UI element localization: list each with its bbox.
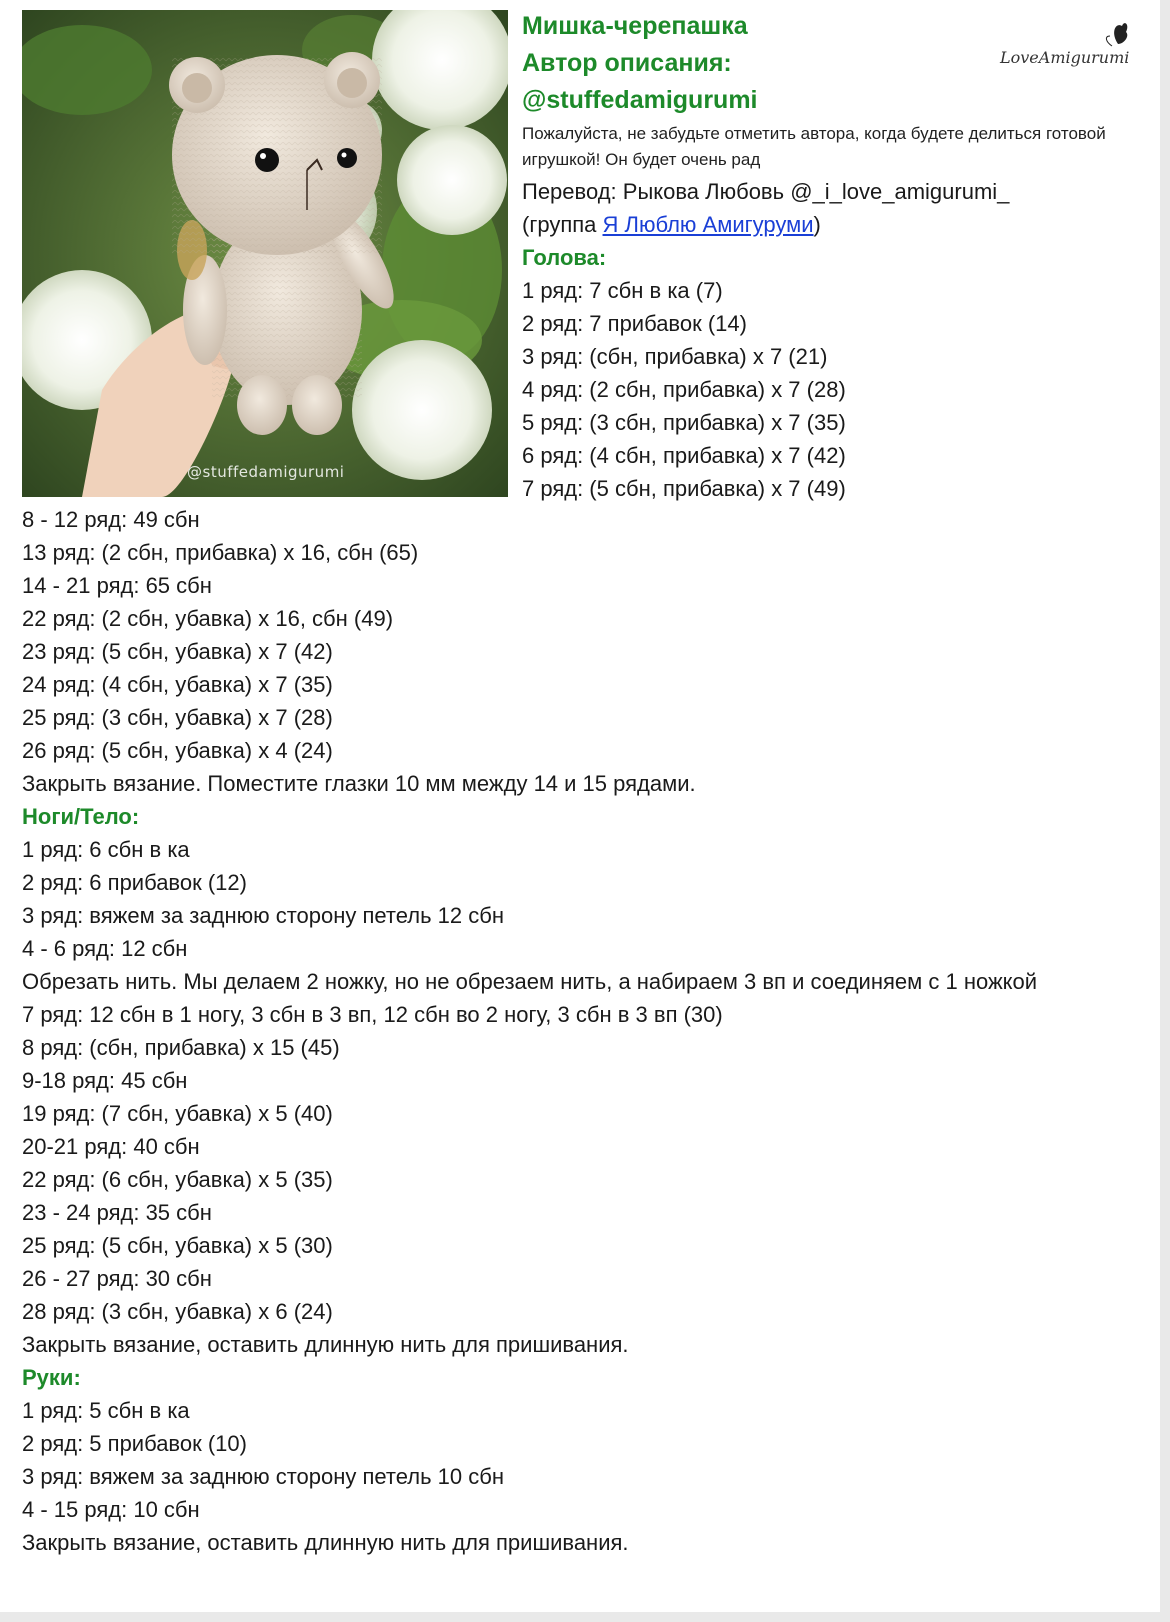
pattern-body — [22, 503, 1142, 1559]
head-row: 26 ряд: (5 сбн, убавка) х 4 (24) — [22, 738, 333, 763]
head-row: 25 ряд: (3 сбн, убавка) х 7 (28) — [22, 705, 333, 730]
head-finish-note: Закрыть вязание. Поместите глазки 10 мм между 14 и 15 рядами. — [22, 771, 696, 796]
head-row: 1 ряд: 7 сбн в ка (7) — [522, 278, 723, 303]
head-row: 2 ряд: 7 прибавок (14) — [522, 311, 747, 336]
author-note: Пожалуйста, не забудьте отметить автора, когда будете делиться готовой игрушкой! Он будет очень рад — [522, 124, 1106, 169]
arms-row: 1 ряд: 5 сбн в ка — [22, 1398, 190, 1423]
logo-text: LoveAmigurumi — [1000, 48, 1130, 67]
bear-photo — [22, 10, 508, 497]
group-link[interactable]: Я Люблю Амигуруми — [602, 212, 814, 237]
head-row: 5 ряд: (3 сбн, прибавка) х 7 (35) — [522, 410, 846, 435]
arms-row: 2 ряд: 5 прибавок (10) — [22, 1431, 247, 1456]
pattern-title: Мишка-черепашка — [522, 12, 748, 40]
arms-finish-note: Закрыть вязание, оставить длинную нить для пришивания. — [22, 1530, 629, 1555]
legs-body-row: 19 ряд: (7 сбн, убавка) х 5 (40) — [22, 1101, 333, 1126]
head-row: 13 ряд: (2 сбн, прибавка) х 16, сбн (65) — [22, 540, 419, 565]
head-row: 4 ряд: (2 сбн, прибавка) х 7 (28) — [522, 377, 846, 402]
legs-body-row: 26 - 27 ряд: 30 сбн — [22, 1266, 212, 1291]
section-heading-head: Голова: — [522, 245, 607, 270]
legs-body-row: 22 ряд: (6 сбн, убавка) х 5 (35) — [22, 1167, 333, 1192]
group-suffix: ) — [813, 212, 821, 237]
legs-body-row: 2 ряд: 6 прибавок (12) — [22, 870, 247, 895]
legs-body-row: 25 ряд: (5 сбн, убавка) х 5 (30) — [22, 1233, 333, 1258]
head-row: 23 ряд: (5 сбн, убавка) х 7 (42) — [22, 639, 333, 664]
head-row: 24 ряд: (4 сбн, убавка) х 7 (35) — [22, 672, 333, 697]
section-heading-arms: Руки: — [22, 1365, 81, 1390]
legs-body-row: 8 ряд: (сбн, прибавка) х 15 (45) — [22, 1035, 340, 1060]
bear-photo-illustration — [22, 10, 508, 497]
legs-body-row: 23 - 24 ряд: 35 сбн — [22, 1200, 212, 1225]
head-row: 14 - 21 ряд: 65 сбн — [22, 573, 212, 598]
group-line — [522, 208, 1122, 241]
legs-body-row: 20-21 ряд: 40 сбн — [22, 1134, 200, 1159]
head-row: 6 ряд: (4 сбн, прибавка) х 7 (42) — [522, 443, 846, 468]
group-prefix: (группа — [522, 212, 603, 237]
section-heading-legs-body: Ноги/Тело: — [22, 804, 140, 829]
legs-body-row: 7 ряд: 12 сбн в 1 ногу, 3 сбн в 3 вп, 12 сбн во 2 ногу, 3 сбн в 3 вп (30) — [22, 1002, 723, 1027]
legs-body-row: 9-18 ряд: 45 сбн — [22, 1068, 188, 1093]
arms-row: 4 - 15 ряд: 10 сбн — [22, 1497, 200, 1522]
head-row: 8 - 12 ряд: 49 сбн — [22, 507, 200, 532]
head-row: 22 ряд: (2 сбн, убавка) х 16, сбн (49) — [22, 606, 394, 631]
legs-join-note: Обрезать нить. Мы делаем 2 ножку, но не обрезаем нить, а набираем 3 вп и соединяем с 1 ножкой — [22, 969, 1038, 994]
page-edge-bottom — [0, 1612, 1170, 1622]
translation-credit: Перевод: Рыкова Любовь @_i_love_amigurumi_ — [522, 179, 1010, 204]
legs-body-finish-note: Закрыть вязание, оставить длинную нить для пришивания. — [22, 1332, 629, 1357]
head-row: 7 ряд: (5 сбн, прибавка) х 7 (49) — [522, 476, 846, 501]
header-column — [522, 8, 1122, 505]
legs-body-row: 1 ряд: 6 сбн в ка — [22, 837, 190, 862]
legs-body-row: 28 ряд: (3 сбн, убавка) х 6 (24) — [22, 1299, 333, 1324]
head-row: 3 ряд: (сбн, прибавка) х 7 (21) — [522, 344, 828, 369]
page-edge-right — [1160, 0, 1170, 1622]
legs-body-row: 3 ряд: вяжем за заднюю сторону петель 12 сбн — [22, 903, 505, 928]
arms-row: 3 ряд: вяжем за заднюю сторону петель 10 сбн — [22, 1464, 505, 1489]
photo-watermark: @stuffedamigurumi — [187, 463, 345, 481]
legs-body-row: 4 - 6 ряд: 12 сбн — [22, 936, 188, 961]
author-handle: @stuffedamigurumi — [522, 86, 758, 114]
author-label: Автор описания: — [522, 49, 732, 77]
